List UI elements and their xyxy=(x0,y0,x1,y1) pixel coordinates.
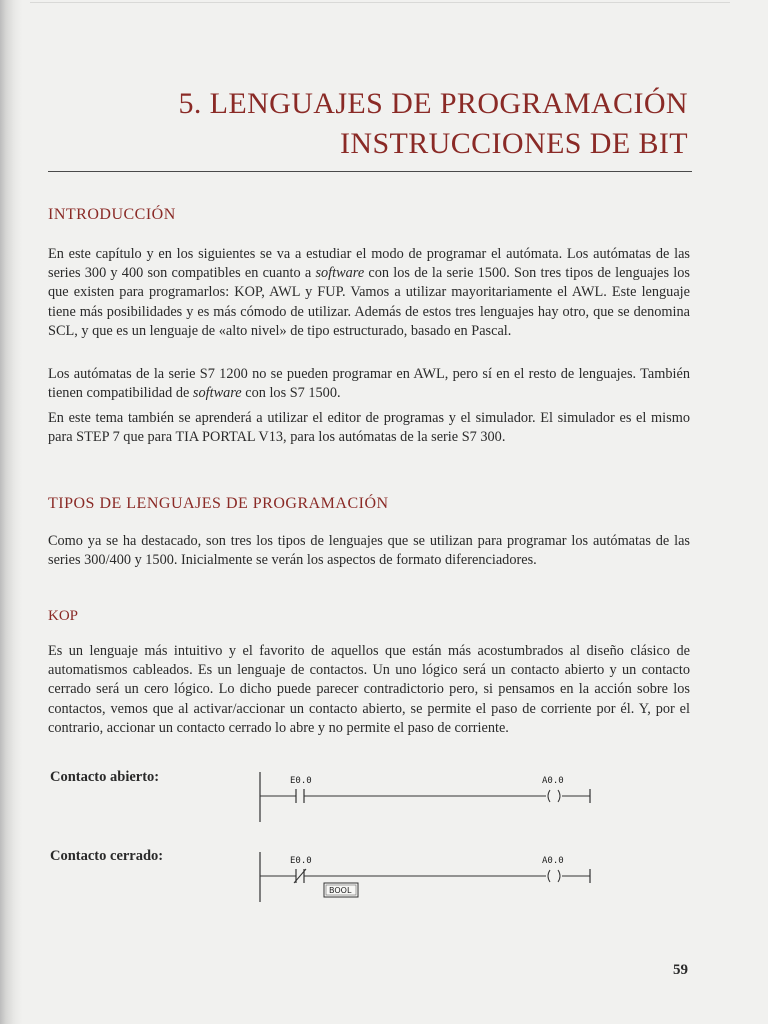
page-binding-shadow xyxy=(0,0,22,1024)
intro-heading: INTRODUCCIÓN xyxy=(48,206,176,223)
coil-left-arc xyxy=(548,790,550,802)
closed-output-address: A0.0 xyxy=(542,856,564,866)
coil-right-arc xyxy=(558,870,560,882)
kop-paragraph-1: Es un lenguaje más intuitivo y el favorito de aquellos que están más acostumbrados al diseño clásico de automatismos cableados. Es un lenguaje de contactos. Un uno lógico será un contacto abierto y un contacto cerrado será un cero lógico. Lo dicho puede parecer contradictorio pero, si pensamos en la acción sobre los contactos, vemos que al activar/accionar un contacto abierto, se permite el paso de corriente por él. Y, por el contrario, accionar un contacto cerrado lo abre y no permite el paso de corriente. xyxy=(48,643,690,736)
intro-p1-text-b: con los de la serie 1500. Son tres tipos de lenguajes los que existen para programarlos: KOP, AWL y FUP. Vamos a utilizar mayoritariamente el AWL. Este lenguaje tiene más posibilidades y es más cómodo de utilizar. Además de estos tres lenguajes hay otro, que se denomina SCL, y que es un lenguaje de «alto nivel» de tipo estructurado, basado en Pascal. xyxy=(48,265,690,339)
closed-contact-diagram xyxy=(250,852,610,916)
coil-left-arc xyxy=(548,870,550,882)
intro-paragraph-3: En este tema también se aprenderá a utilizar el editor de programas y el simulador. El simulador es el mismo para STEP 7 que para TIA PORTAL V13, para los autómatas de la serie S7 300. xyxy=(48,410,690,446)
types-heading: TIPOS DE LENGUAJES DE PROGRAMACIÓN xyxy=(48,495,389,512)
page-number: 59 xyxy=(673,962,688,978)
open-contact-diagram xyxy=(250,772,610,836)
title-divider xyxy=(48,171,692,172)
intro-p2-emphasis: software xyxy=(192,385,242,402)
intro-p2-text-b: con los S7 1500. xyxy=(241,385,341,402)
chapter-title xyxy=(178,84,688,164)
top-edge-line xyxy=(30,2,730,3)
bool-tag-text: BOOL xyxy=(329,886,352,895)
open-contact-label: Contacto abierto: xyxy=(50,769,160,785)
open-output-address: A0.0 xyxy=(542,776,564,786)
types-paragraph-1: Como ya se ha destacado, son tres los tipos de lenguajes que se utilizan para programar los autómatas de las series 300/400 y 1500. Inicialmente se verán los aspectos de formato diferenciadores. xyxy=(48,533,690,569)
open-input-address: E0.0 xyxy=(290,776,312,786)
intro-p1-text-a: En este capítulo y en los siguientes se va a estudiar el modo de programar el autómata. Los autómatas de las series 300 y 400 son compatibles en cuanto a xyxy=(48,246,690,282)
intro-paragraph-1 xyxy=(48,245,690,341)
intro-p1-emphasis: software xyxy=(315,265,365,282)
intro-p2-text-a: Los autómatas de la serie S7 1200 no se pueden programar en AWL, pero sí en el resto de lenguajes. También tienen compatibilidad de xyxy=(48,366,690,402)
chapter-title-line2: INSTRUCCIONES DE BIT xyxy=(339,127,688,160)
intro-paragraph-2 xyxy=(48,365,690,403)
closed-input-address: E0.0 xyxy=(290,856,312,866)
chapter-title-line1: 5. LENGUAJES DE PROGRAMACIÓN xyxy=(178,87,688,120)
coil-right-arc xyxy=(558,790,560,802)
kop-heading: KOP xyxy=(48,608,79,624)
closed-contact-label: Contacto cerrado: xyxy=(50,848,164,864)
